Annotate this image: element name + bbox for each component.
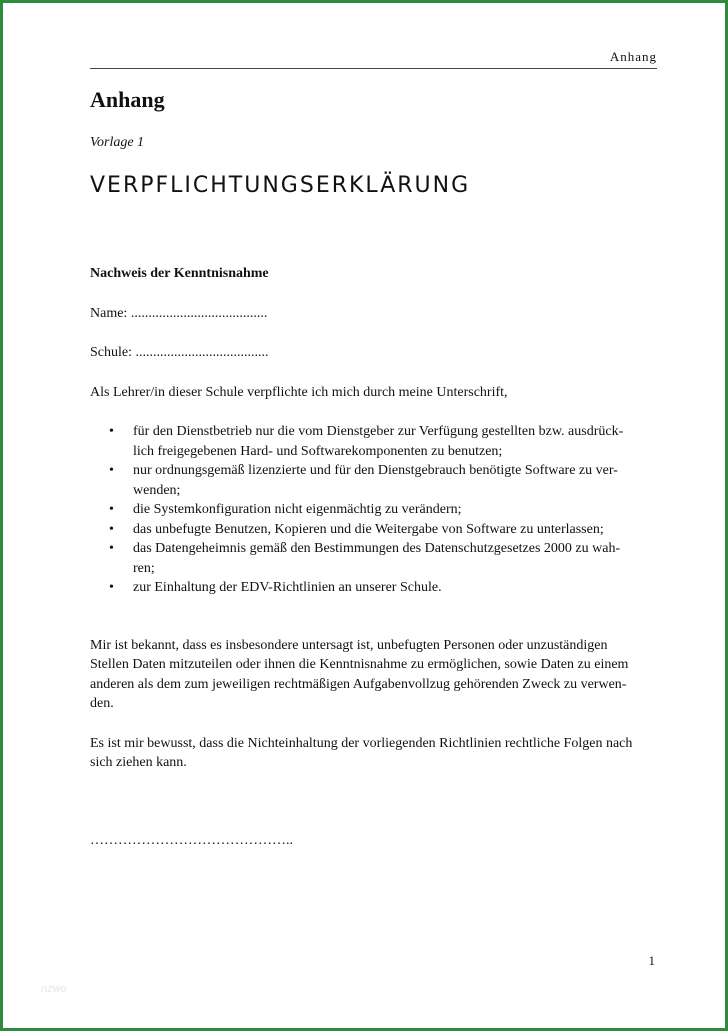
list-item xyxy=(90,422,665,461)
list-item-line: das unbefugte Benutzen, Kopieren und die Weitergabe von Software zu unterlassen; xyxy=(133,521,604,537)
paragraph-line: Stellen Daten mitzuteilen oder ihnen die Kenntnisnahme zu ermöglichen, sowie Daten zu einem xyxy=(90,657,629,672)
consequences-paragraph xyxy=(90,734,665,773)
bullet-icon: • xyxy=(109,502,114,517)
obligations-list xyxy=(90,422,665,598)
paragraph-line: Mir ist bekannt, dass es insbesondere untersagt ist, unbefugten Personen oder unzuständigen xyxy=(90,637,608,653)
school-field: Schule: ...................................... xyxy=(90,345,269,360)
bullet-icon: • xyxy=(109,463,114,478)
paragraph-line: sich ziehen kann. xyxy=(90,755,187,770)
bullet-icon: • xyxy=(109,541,114,556)
list-item-line: die Systemkonfiguration nicht eigenmächtig zu verändern; xyxy=(133,502,462,517)
document-body xyxy=(90,264,665,850)
paragraph-line: den. xyxy=(90,696,114,711)
list-item xyxy=(90,500,665,520)
intro-text: Als Lehrer/in dieser Schule verpflichte ich mich durch meine Unterschrift, xyxy=(90,384,508,400)
bullet-icon: • xyxy=(109,521,114,537)
list-item-line: zur Einhaltung der EDV-Richtlinien an unserer Schule. xyxy=(133,580,442,595)
bullet-icon: • xyxy=(109,424,114,439)
list-item xyxy=(90,578,665,598)
bullet-icon: • xyxy=(109,580,114,595)
running-header: Anhang xyxy=(90,49,657,69)
signature-line: …………………………………….. xyxy=(90,832,293,848)
list-item-line: lich freigegebenen Hard- und Softwarekomponenten zu benutzen; xyxy=(133,443,503,459)
list-item xyxy=(90,539,665,578)
list-item-line: nur ordnungsgemäß lizenzierte und für den Dienstgebrauch benötigte Software zu ver- xyxy=(133,463,618,478)
list-item-line: wenden; xyxy=(133,482,181,498)
list-item-line: das Datengeheimnis gemäß den Bestimmungen des Datenschutzgesetzes 2000 zu wah- xyxy=(133,541,621,556)
confidentiality-paragraph xyxy=(90,636,665,714)
page-number: 1 xyxy=(648,953,655,968)
template-label: Vorlage 1 xyxy=(90,135,145,150)
list-item-line: ren; xyxy=(133,560,155,576)
chapter-title: Anhang xyxy=(90,87,165,112)
list-item-line: für den Dienstbetrieb nur die vom Dienstgeber zur Verfügung gestellten bzw. ausdrück- xyxy=(133,424,624,439)
watermark: nzwo xyxy=(41,983,67,995)
list-item xyxy=(90,520,665,540)
paragraph-line: anderen als dem zum jeweiligen rechtmäßigen Aufgabenvollzug gehörenden Zweck zu verwen- xyxy=(90,676,627,692)
list-item xyxy=(90,461,665,500)
paragraph-line: Es ist mir bewusst, dass die Nichteinhaltung der vorliegenden Richtlinien rechtliche Folgen nach xyxy=(90,735,633,751)
section-heading: Nachweis der Kenntnisnahme xyxy=(90,266,269,281)
document-title: VERPFLICHTUNGSERKLÄRUNG xyxy=(90,173,471,198)
name-field: Name: ....................................... xyxy=(90,305,268,321)
